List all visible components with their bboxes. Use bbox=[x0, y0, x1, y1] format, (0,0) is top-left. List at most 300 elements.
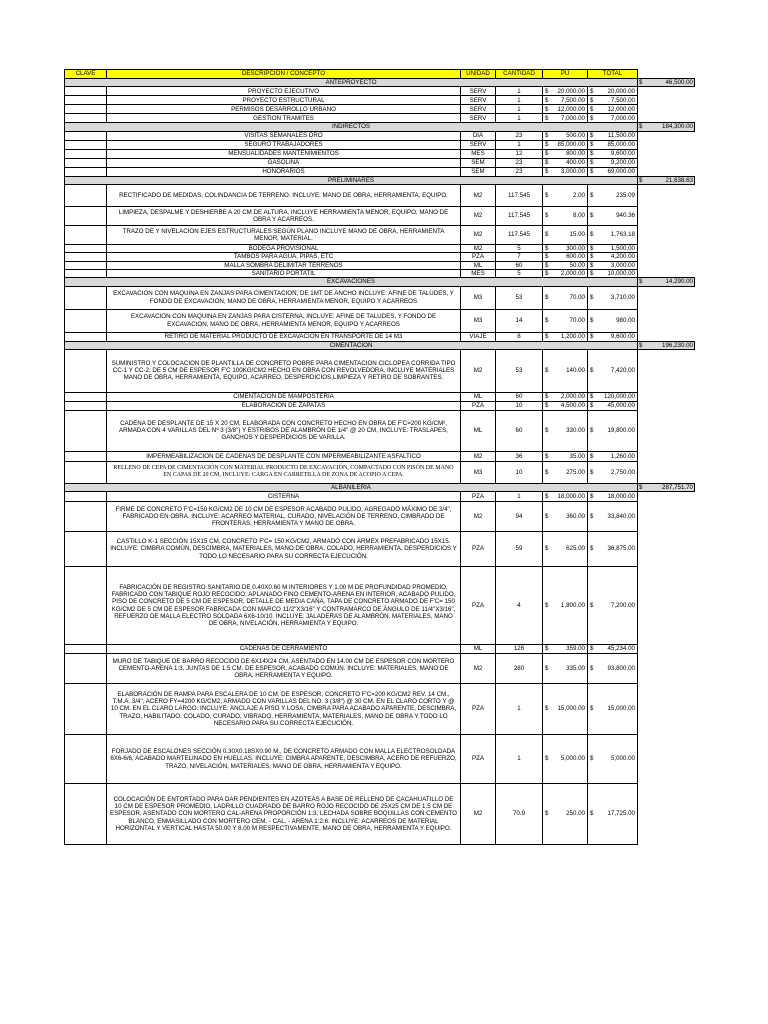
cell-unidad[interactable]: MES bbox=[461, 149, 496, 158]
cell-cantidad[interactable]: 94 bbox=[496, 502, 543, 532]
cell-cantidad[interactable]: 1 bbox=[496, 87, 543, 96]
cell-spacer bbox=[638, 645, 695, 654]
cell-cantidad[interactable]: 10 bbox=[496, 401, 543, 410]
cell-clave[interactable] bbox=[65, 96, 107, 105]
cell-cantidad[interactable]: 117.545 bbox=[496, 225, 543, 244]
cell-total[interactable] bbox=[588, 286, 638, 309]
cell-unidad[interactable]: M2 bbox=[461, 784, 496, 845]
cell-descripcion[interactable]: CASTILLO K-1 SECCIÓN 15X15 CM, CONCRETO F'C= 150 KG/CM2, ARMADO CON ARMEX PREFABRICADO 15X15. INCLUYE: CIMBRA COMÚN, DESCIMBRA, MATERIALES, MANO DE OBRA, COLADO, HERRAMIENTA, DESPERDICIOS Y TODO LO NECESARIO PARA SU CORRECTA EJECUCIÓN. bbox=[107, 532, 461, 567]
cell-clave[interactable] bbox=[65, 461, 107, 483]
cell-pu[interactable] bbox=[543, 735, 588, 784]
section-total[interactable] bbox=[638, 176, 695, 184]
cell-total[interactable] bbox=[588, 149, 638, 158]
cell-spacer bbox=[638, 784, 695, 845]
cell-pu[interactable] bbox=[543, 451, 588, 461]
cell-pu-value: 15,000.00 bbox=[557, 705, 585, 713]
cell-total[interactable] bbox=[588, 167, 638, 176]
budget-sheet bbox=[64, 69, 694, 845]
currency-sign: $ bbox=[590, 191, 594, 199]
cell-unidad[interactable]: M2 bbox=[461, 654, 496, 684]
cell-unidad[interactable]: M3 bbox=[461, 286, 496, 309]
cell-unidad[interactable]: PZA bbox=[461, 567, 496, 645]
cell-total[interactable] bbox=[588, 206, 638, 225]
cell-total[interactable] bbox=[588, 492, 638, 502]
cell-cantidad[interactable]: 1 bbox=[496, 105, 543, 114]
currency-sign: $ bbox=[545, 645, 549, 653]
currency-sign: $ bbox=[545, 131, 549, 139]
cell-pu[interactable] bbox=[543, 140, 588, 149]
cell-clave[interactable] bbox=[65, 149, 107, 158]
cell-pu[interactable] bbox=[543, 149, 588, 158]
cell-cantidad[interactable]: 60 bbox=[496, 410, 543, 451]
cell-descripcion[interactable]: HONORARIOS bbox=[107, 167, 461, 176]
currency-sign: $ bbox=[590, 645, 594, 653]
cell-pu-value-wrap bbox=[545, 88, 585, 95]
cell-descripcion[interactable]: CADENAS DE CERRAMIENTO bbox=[107, 645, 461, 654]
cell-pu-value-wrap bbox=[545, 469, 585, 476]
cell-unidad[interactable]: ML bbox=[461, 410, 496, 451]
cell-total-value-wrap bbox=[590, 262, 635, 269]
cell-clave[interactable] bbox=[65, 502, 107, 532]
cell-pu[interactable] bbox=[543, 158, 588, 167]
cell-total[interactable] bbox=[588, 410, 638, 451]
table-row bbox=[65, 184, 695, 206]
section-total[interactable] bbox=[638, 79, 695, 87]
cell-cantidad[interactable]: 117.545 bbox=[496, 206, 543, 225]
cell-descripcion[interactable]: PROYECTO ESTRUCTURAL bbox=[107, 96, 461, 105]
cell-pu[interactable] bbox=[543, 269, 588, 277]
cell-unidad[interactable]: SEM bbox=[461, 167, 496, 176]
cell-pu-value: 3,000.00 bbox=[560, 167, 585, 175]
section-title: PRELIMINARES bbox=[65, 176, 638, 184]
cell-clave[interactable] bbox=[65, 269, 107, 277]
cell-total-value: 7,420.00 bbox=[610, 367, 635, 375]
currency-sign: $ bbox=[639, 123, 643, 131]
cell-total-value-wrap bbox=[590, 513, 635, 520]
cell-descripcion[interactable]: LIMPIEZA, DESPALME Y DESHIERBE A 20 CM DE ALTURA. INCLUYE HERRAMIENTA MENOR, EQUIPO, MANO DE OBRA Y ACARREOS. bbox=[107, 206, 461, 225]
cell-pu[interactable] bbox=[543, 206, 588, 225]
cell-pu[interactable] bbox=[543, 225, 588, 244]
cell-cantidad[interactable]: 14 bbox=[496, 309, 543, 332]
cell-total[interactable] bbox=[588, 269, 638, 277]
cell-cantidad[interactable]: 23 bbox=[496, 131, 543, 140]
cell-total[interactable] bbox=[588, 735, 638, 784]
cell-unidad[interactable]: ML bbox=[461, 261, 496, 269]
table-row bbox=[65, 114, 695, 123]
cell-spacer bbox=[638, 244, 695, 252]
cell-spacer bbox=[638, 286, 695, 309]
cell-cantidad[interactable]: 36 bbox=[496, 451, 543, 461]
cell-pu[interactable] bbox=[543, 654, 588, 684]
cell-descripcion[interactable]: CISTERNA bbox=[107, 492, 461, 502]
cell-descripcion[interactable]: IMPERMEABILIZACION DE CADENAS DE DESPLANTE CON IMPERMEABILIZANTE ASFALTICO bbox=[107, 451, 461, 461]
cell-pu-value-wrap bbox=[545, 755, 585, 762]
cell-total-value: 20,000.00 bbox=[607, 87, 635, 95]
cell-unidad[interactable]: M3 bbox=[461, 461, 496, 483]
cell-descripcion[interactable]: MALLA SOMBRA DELIMITAR TERRENOS bbox=[107, 261, 461, 269]
cell-clave[interactable] bbox=[65, 532, 107, 567]
cell-pu[interactable] bbox=[543, 131, 588, 140]
table-row bbox=[65, 684, 695, 735]
currency-sign: $ bbox=[639, 176, 643, 184]
cell-cantidad[interactable]: 1 bbox=[496, 735, 543, 784]
cell-total[interactable] bbox=[588, 253, 638, 261]
cell-cantidad[interactable]: 23 bbox=[496, 167, 543, 176]
cell-descripcion[interactable]: TRAZO DE Y NIVELACION EJES ESTRUCTURALES SEGÚN PLANO INCLUYE MANO DE OBRA, HERRAMIENTA MENOR, MATERIAL. bbox=[107, 225, 461, 244]
cell-clave[interactable] bbox=[65, 401, 107, 410]
cell-total[interactable] bbox=[588, 261, 638, 269]
cell-pu-value: 800.00 bbox=[566, 149, 585, 157]
cell-total-value-wrap bbox=[590, 97, 635, 104]
cell-cantidad[interactable]: 280 bbox=[496, 654, 543, 684]
cell-pu[interactable] bbox=[543, 167, 588, 176]
cell-pu[interactable] bbox=[543, 96, 588, 105]
currency-sign: $ bbox=[545, 140, 549, 148]
cell-clave[interactable] bbox=[65, 167, 107, 176]
cell-clave[interactable] bbox=[65, 332, 107, 341]
cell-total[interactable] bbox=[588, 401, 638, 410]
cell-clave[interactable] bbox=[65, 451, 107, 461]
cell-pu[interactable] bbox=[543, 261, 588, 269]
cell-pu-value-wrap bbox=[545, 231, 585, 238]
cell-clave[interactable] bbox=[65, 184, 107, 206]
cell-pu[interactable] bbox=[543, 492, 588, 502]
table-row bbox=[65, 532, 695, 567]
currency-sign: $ bbox=[545, 293, 549, 301]
cell-total[interactable] bbox=[588, 349, 638, 392]
cell-pu[interactable] bbox=[543, 392, 588, 401]
currency-sign: $ bbox=[639, 278, 643, 286]
cell-pu[interactable] bbox=[543, 784, 588, 845]
cell-cantidad[interactable]: 23 bbox=[496, 158, 543, 167]
cell-cantidad[interactable]: 126 bbox=[496, 645, 543, 654]
cell-clave[interactable] bbox=[65, 567, 107, 645]
cell-cantidad[interactable]: 5 bbox=[496, 269, 543, 277]
cell-total[interactable] bbox=[588, 532, 638, 567]
table-row bbox=[65, 492, 695, 502]
cell-descripcion[interactable]: CADENA DE DESPLANTE DE 15 X 20 CM, ELABORADA CON CONCRETO HECHO EN OBRA DE F'C=200 KG/CM², ARMADA CON 4 VARILLAS DEL Nº 3 (3/8") Y ESTRIBOS DE ALAMBRÓN DE 1/4" @ 20 CM, INCLUYE: TRASLAPES, GANCHOS Y DESPERDICIOS DE VARILLA. bbox=[107, 410, 461, 451]
header-spacer bbox=[638, 70, 695, 79]
cell-total[interactable] bbox=[588, 645, 638, 654]
cell-cantidad[interactable]: 4 bbox=[496, 567, 543, 645]
header-unidad[interactable]: UNIDAD bbox=[461, 70, 496, 79]
cell-total[interactable] bbox=[588, 502, 638, 532]
cell-total[interactable] bbox=[588, 654, 638, 684]
cell-unidad[interactable]: SERV bbox=[461, 96, 496, 105]
cell-unidad[interactable]: M2 bbox=[461, 244, 496, 252]
cell-unidad[interactable]: SERV bbox=[461, 140, 496, 149]
currency-sign: $ bbox=[590, 705, 594, 713]
cell-cantidad[interactable]: 10 bbox=[496, 461, 543, 483]
cell-clave[interactable] bbox=[65, 684, 107, 735]
cell-pu[interactable] bbox=[543, 244, 588, 252]
table-row bbox=[65, 244, 695, 252]
cell-total[interactable] bbox=[588, 332, 638, 341]
section-total[interactable] bbox=[638, 341, 695, 349]
section-total-value: 196,230.00 bbox=[662, 341, 693, 349]
cell-clave[interactable] bbox=[65, 206, 107, 225]
currency-sign: $ bbox=[590, 261, 594, 269]
cell-pu-value-wrap bbox=[545, 367, 585, 374]
cell-descripcion[interactable]: PROYECTO EJECUTIVO bbox=[107, 87, 461, 96]
cell-descripcion[interactable]: ELABORACIÓN DE RAMPA PARA ESCALERA DE 10 CM. DE ESPESOR, CONCRETO F'C=200 KG/CM2 REV. 14 CM., T.M.A. 3/4", ACERO FY=4200 KG/CM2, ARMADO CON VARILLAS DEL NO. 3 (3/8") @ 30 CM. EN EL CLARO CORTO Y @ 10 CM. EN EL CLARO LARGO. INCLUYE: ANCLAJE A PISO Y LOSA, CIMBRA PARA ACABADO APARENTE, DESCIMBRA, TRAZO, HABILITADO, COLADO, CURADO, VIBRADO, HERRAMIENTA, MATERIALES, MANO DE OBRA Y TODO LO NECESARIO PARA SU CORRECTA EJECUCIÓN. bbox=[107, 684, 461, 735]
cell-cantidad[interactable]: 7 bbox=[496, 253, 543, 261]
cell-unidad[interactable]: M2 bbox=[461, 206, 496, 225]
cell-cantidad[interactable]: 53 bbox=[496, 349, 543, 392]
cell-clave[interactable] bbox=[65, 392, 107, 401]
cell-unidad[interactable]: SEM bbox=[461, 158, 496, 167]
cell-total-value-wrap bbox=[590, 469, 635, 476]
cell-clave[interactable] bbox=[65, 645, 107, 654]
cell-pu-value: 7,500.00 bbox=[560, 96, 585, 104]
cell-descripcion[interactable]: GASOLINA bbox=[107, 158, 461, 167]
cell-unidad[interactable]: M2 bbox=[461, 184, 496, 206]
cell-spacer bbox=[638, 332, 695, 341]
currency-sign: $ bbox=[545, 664, 549, 672]
cell-cantidad[interactable]: 60 bbox=[496, 261, 543, 269]
cell-pu-value: 359.00 bbox=[566, 645, 585, 653]
cell-descripcion[interactable]: MURO DE TABIQUE DE BARRO RECOCIDO DE 6X14X24 CM, ASENTADO EN 14.00 CM DE ESPESOR CON MORTERO CEMENTO-ARENA 1:3, JUNTAS DE 1.5 CM. DE ESPESOR, ACABADO COMÚN. INCLUYE: MATERIALES, MANO DE OBRA, HERRAMIENTA Y EQUIPO. bbox=[107, 654, 461, 684]
cell-descripcion[interactable]: FIRME DE CONCRETO F'C=150 KG/CM2 DE 10 CM DE ESPESOR ACABADO PULIDO, AGREGADO MÁXIMO DE 3/4", FABRICADO EN OBRA. INCLUYE: ACARREO MATERIAL, CURADO, NIVELACIÓN DE TERRENO, CIMBRADO DE FRONTERAS, HERRAMIENTA Y MANO DE OBRA. bbox=[107, 502, 461, 532]
cell-pu[interactable] bbox=[543, 114, 588, 123]
cell-total[interactable] bbox=[588, 131, 638, 140]
cell-spacer bbox=[638, 140, 695, 149]
cell-unidad[interactable]: DIA bbox=[461, 131, 496, 140]
cell-total-value: 45,000.00 bbox=[607, 402, 635, 410]
header-clave[interactable]: CLAVE bbox=[65, 70, 107, 79]
cell-descripcion[interactable]: EXCAVACION CON MAQUINA EN ZANJAS PARA CIMENTACION, DE 1MT DE ANCHO INCLUYE: AFINE DE TALUDES, Y FONDO DE EXCAVACION, MANO DE OBRA, HERRAMIENTA MENOR, EQUIPO Y ACARREOS bbox=[107, 286, 461, 309]
cell-total[interactable] bbox=[588, 309, 638, 332]
cell-pu-value: 4,500.00 bbox=[560, 402, 585, 410]
cell-cantidad[interactable]: 1 bbox=[496, 492, 543, 502]
cell-total[interactable] bbox=[588, 461, 638, 483]
cell-total-value: 2,750.00 bbox=[610, 468, 635, 476]
cell-unidad[interactable]: PZA bbox=[461, 735, 496, 784]
cell-pu[interactable] bbox=[543, 645, 588, 654]
cell-unidad[interactable]: SERV bbox=[461, 105, 496, 114]
cell-unidad[interactable]: M2 bbox=[461, 225, 496, 244]
cell-cantidad[interactable]: 53 bbox=[496, 286, 543, 309]
cell-clave[interactable] bbox=[65, 349, 107, 392]
currency-sign: $ bbox=[545, 191, 549, 199]
cell-total[interactable] bbox=[588, 392, 638, 401]
cell-cantidad[interactable]: 1 bbox=[496, 96, 543, 105]
cell-unidad[interactable]: ML bbox=[461, 392, 496, 401]
cell-descripcion[interactable]: FABRICACIÓN DE REGISTRO SANITARIO DE 0.40X0.60 M INTERIORES Y 1.00 M DE PROFUNDIDAD PROMEDIO, FABRICADO CON TABIQUE ROJO RECOCIDO, APLANADO FINO CEMENTO-ARENA EN INTERIOR, ACABADO PULIDO, PISO DE CONCRETO DE 5 CM DE ESPESOR, DETALLE DE MEDIA CAÑA, TAPA DE CONCRETO ARMADO DE F'C= 150 KG/CM2 DE 5 CM DE ESPESOR FABRICADA CON MARCO 11/2"X3/16" Y CONTRAMARCO DE ÁNGULO DE 11/4"X3/16", REFUERZO DE MALLA ELECTRO SOLDADA 6X6-10/10. INCLUYE: JALADERAS DE ALAMBRÓN, MATERIALES, MANO DE OBRA, NIVELACIÓN, HERRAMIENTA Y EQUIPO. bbox=[107, 567, 461, 645]
cell-clave[interactable] bbox=[65, 784, 107, 845]
cell-unidad[interactable]: PZA bbox=[461, 401, 496, 410]
cell-clave[interactable] bbox=[65, 87, 107, 96]
table-row bbox=[65, 269, 695, 277]
currency-sign: $ bbox=[590, 253, 594, 261]
cell-cantidad[interactable]: 1 bbox=[496, 684, 543, 735]
cell-total[interactable] bbox=[588, 184, 638, 206]
cell-clave[interactable] bbox=[65, 286, 107, 309]
budget-table bbox=[64, 69, 695, 845]
cell-pu[interactable] bbox=[543, 184, 588, 206]
cell-pu[interactable] bbox=[543, 332, 588, 341]
cell-pu[interactable] bbox=[543, 286, 588, 309]
cell-unidad[interactable]: SERV bbox=[461, 87, 496, 96]
cell-pu[interactable] bbox=[543, 532, 588, 567]
cell-unidad[interactable]: VIAJE bbox=[461, 332, 496, 341]
cell-spacer bbox=[638, 131, 695, 140]
section-total[interactable] bbox=[638, 123, 695, 131]
cell-total[interactable] bbox=[588, 567, 638, 645]
cell-clave[interactable] bbox=[65, 244, 107, 252]
cell-clave[interactable] bbox=[65, 114, 107, 123]
cell-descripcion[interactable]: CIMENTACION DE MAMPOSTERIA bbox=[107, 392, 461, 401]
cell-cantidad[interactable]: 117.545 bbox=[496, 184, 543, 206]
cell-pu[interactable] bbox=[543, 349, 588, 392]
cell-total[interactable] bbox=[588, 114, 638, 123]
cell-unidad[interactable]: M2 bbox=[461, 349, 496, 392]
cell-unidad[interactable]: MES bbox=[461, 269, 496, 277]
cell-descripcion[interactable]: TAMBOS PARA AGUA, PIPAS, ETC bbox=[107, 253, 461, 261]
cell-total[interactable] bbox=[588, 451, 638, 461]
cell-pu-value-wrap bbox=[545, 212, 585, 219]
cell-pu-value-wrap bbox=[545, 665, 585, 672]
cell-clave[interactable] bbox=[65, 131, 107, 140]
cell-clave[interactable] bbox=[65, 225, 107, 244]
cell-total-value-wrap bbox=[590, 427, 635, 434]
cell-pu-value: 20,000.00 bbox=[557, 87, 585, 95]
cell-pu[interactable] bbox=[543, 461, 588, 483]
cell-clave[interactable] bbox=[65, 735, 107, 784]
cell-clave[interactable] bbox=[65, 492, 107, 502]
section-total[interactable] bbox=[638, 278, 695, 286]
cell-clave[interactable] bbox=[65, 253, 107, 261]
cell-total-value: 3,000.00 bbox=[610, 261, 635, 269]
cell-descripcion[interactable]: SANITARIO PORTATIL bbox=[107, 269, 461, 277]
cell-pu[interactable] bbox=[543, 684, 588, 735]
cell-spacer bbox=[638, 410, 695, 451]
currency-sign: $ bbox=[545, 393, 549, 401]
cell-pu-value-wrap bbox=[545, 262, 585, 269]
cell-pu-value: 50.00 bbox=[569, 261, 585, 269]
cell-pu[interactable] bbox=[543, 410, 588, 451]
cell-descripcion[interactable]: COLOCACIÓN DE ENTORTADO PARA DAR PENDIENTES EN AZOTEAS A BASE DE RELLENO DE CACAHUATILLO DE 10 CM DE ESPESOR PROMEDIO, LADRILLO CUADRADO DE BARRO ROJO RECOCIDO DE 25X25 CM DE 1.5 CM DE ESPESOR, ASENTADO CON MORTERO CAL-ARENA PROPORCIÓN 1:3, LECHADA SOBRE BOQUILLAS CON CEMENTO BLANCO, ENMASILLADO CON MORTERO CEM. - CAL. - ARENA 1:2:6. INCLUYE: ACARREOS DE MATERIAL HORIZONTAL Y VERTICAL HASTA 50.00 Y 8.00 M RESPECTIVAMENTE, MANO DE OBRA, HERRAMIENTA Y EQUIPO. bbox=[107, 784, 461, 845]
header-descripcion[interactable]: DESCRIPCION / CONCEPTO bbox=[107, 70, 461, 79]
cell-unidad[interactable]: PZA bbox=[461, 253, 496, 261]
cell-unidad[interactable]: PZA bbox=[461, 532, 496, 567]
cell-clave[interactable] bbox=[65, 105, 107, 114]
cell-total-value: 3,710.00 bbox=[610, 293, 635, 301]
header-row bbox=[65, 70, 695, 79]
cell-descripcion[interactable]: RECTIFICADO DE MEDIDAS, COLINDANCIA DE TERRENO. INCLUYE: MANO DE OBRA, HERRAMIENTA, EQUIPO. bbox=[107, 184, 461, 206]
cell-descripcion[interactable]: VISITAS SEMANALES DRO bbox=[107, 131, 461, 140]
cell-pu[interactable] bbox=[543, 401, 588, 410]
section-total-value: 184,300.00 bbox=[662, 123, 693, 131]
cell-descripcion[interactable]: SUMINISTRO Y COLOCACION DE PLANTILLA DE CONCRETO POBRE PARA CIMENTACION CICLOPEA CORRIDA TIPO CC-1 Y CC-2, DE 5 CM DE ESPESOR F'C 100KG/CM2 HECHO EN OBRA CON REVOLVEDORA. INCLUYE MATERIALES MANO DE OBRA, HERRAMIENTA, EQUIPO, ACARREO, DESPERDICIOS,LIMPIEZA Y RETIRO DE SOBRANTES. bbox=[107, 349, 461, 392]
cell-pu[interactable] bbox=[543, 502, 588, 532]
table-row bbox=[65, 654, 695, 684]
cell-descripcion[interactable]: RETIRO DE MATERIAL PRODUCTO DE EXCAVACION EN TRANSPORTE DE 14 M3 bbox=[107, 332, 461, 341]
cell-unidad[interactable]: ML bbox=[461, 645, 496, 654]
cell-total[interactable] bbox=[588, 225, 638, 244]
cell-spacer bbox=[638, 87, 695, 96]
cell-pu-value: 625.00 bbox=[566, 545, 585, 553]
cell-clave[interactable] bbox=[65, 309, 107, 332]
section-total[interactable] bbox=[638, 483, 695, 491]
header-pu[interactable]: PU bbox=[543, 70, 588, 79]
cell-clave[interactable] bbox=[65, 261, 107, 269]
section-header-row bbox=[65, 176, 695, 184]
cell-total[interactable] bbox=[588, 96, 638, 105]
cell-total[interactable] bbox=[588, 158, 638, 167]
cell-pu[interactable] bbox=[543, 567, 588, 645]
cell-pu[interactable] bbox=[543, 253, 588, 261]
cell-clave[interactable] bbox=[65, 654, 107, 684]
cell-pu-value-wrap bbox=[545, 333, 585, 340]
currency-sign: $ bbox=[545, 468, 549, 476]
cell-unidad[interactable]: M2 bbox=[461, 451, 496, 461]
cell-unidad[interactable]: M3 bbox=[461, 309, 496, 332]
cell-unidad[interactable]: PZA bbox=[461, 492, 496, 502]
cell-total[interactable] bbox=[588, 784, 638, 845]
cell-total[interactable] bbox=[588, 87, 638, 96]
cell-descripcion[interactable]: RELLENO DE CEPA DE CIMENTACIÓN CON MATERIAL PRODUCTO DE EXCAVACIÓN, COMPACTADO CON PISÓN DE MANO EN CAPAS DE 20 CM, INCLUYE: CARGA EN CARRETILLA DE ZONA DE ACOPIO A CEPA. bbox=[107, 461, 461, 483]
currency-sign: $ bbox=[545, 269, 549, 277]
cell-pu-value-wrap bbox=[545, 115, 585, 122]
cell-unidad[interactable]: SERV bbox=[461, 114, 496, 123]
cell-descripcion[interactable]: EXCAVACION CON MAQUINA EN ZANJAS PARA CISTERNA, INCLUYE: AFINE DE TALUDES, Y FONDO DE EXCAVACION, MANO DE OBRA, HERRAMIENTA MENOR, EQUIPO Y ACARREOS bbox=[107, 309, 461, 332]
cell-cantidad[interactable]: 70.9 bbox=[496, 784, 543, 845]
cell-unidad[interactable]: M2 bbox=[461, 502, 496, 532]
header-total[interactable]: TOTAL bbox=[588, 70, 638, 79]
cell-total[interactable] bbox=[588, 105, 638, 114]
cell-unidad[interactable]: PZA bbox=[461, 684, 496, 735]
cell-pu[interactable] bbox=[543, 309, 588, 332]
cell-descripcion[interactable]: MENSUALIDADES MANTENIMIENTOS bbox=[107, 149, 461, 158]
cell-descripcion[interactable]: PERMISOS DESARROLLO URBANO bbox=[107, 105, 461, 114]
currency-sign: $ bbox=[545, 87, 549, 95]
cell-clave[interactable] bbox=[65, 158, 107, 167]
cell-pu[interactable] bbox=[543, 105, 588, 114]
cell-spacer bbox=[638, 96, 695, 105]
cell-descripcion[interactable]: GESTION TRAMITES bbox=[107, 114, 461, 123]
table-row bbox=[65, 645, 695, 654]
cell-spacer bbox=[638, 167, 695, 176]
cell-descripcion[interactable]: FORJADO DE ESCALONES SECCIÓN 0.30X0.18SX0.90 M., DE CONCRETO ARMADO CON MALLA ELECTROSOLDADA 6X6-6/6, ACABADO MARTELINADO EN HUELLAS. INCLUYE: CIMBRA APARENTE, DESCIMBRA, ACERO DE REFUERZO, TRAZO, NIVELACIÓN, MATERIALES, MANO DE OBRA, HERRAMIENTA Y EQUIPO. bbox=[107, 735, 461, 784]
cell-clave[interactable] bbox=[65, 410, 107, 451]
cell-cantidad[interactable]: 60 bbox=[496, 392, 543, 401]
cell-descripcion[interactable]: ELABORACION DE ZAPATAS bbox=[107, 401, 461, 410]
cell-cantidad[interactable]: 12 bbox=[496, 149, 543, 158]
currency-sign: $ bbox=[545, 545, 549, 553]
cell-total[interactable] bbox=[588, 140, 638, 149]
cell-total[interactable] bbox=[588, 244, 638, 252]
cell-cantidad[interactable]: 59 bbox=[496, 532, 543, 567]
cell-total[interactable] bbox=[588, 684, 638, 735]
cell-pu[interactable] bbox=[543, 87, 588, 96]
cell-cantidad[interactable]: 1 bbox=[496, 114, 543, 123]
table-row bbox=[65, 140, 695, 149]
currency-sign: $ bbox=[545, 253, 549, 261]
header-cantidad[interactable]: CANTIDAD bbox=[496, 70, 543, 79]
cell-cantidad[interactable]: 8 bbox=[496, 332, 543, 341]
cell-descripcion[interactable]: SEGURO TRABAJADORES bbox=[107, 140, 461, 149]
cell-pu-value-wrap bbox=[545, 705, 585, 712]
cell-clave[interactable] bbox=[65, 140, 107, 149]
cell-descripcion[interactable]: BODEGA PROVISIONAL bbox=[107, 244, 461, 252]
cell-cantidad[interactable]: 1 bbox=[496, 140, 543, 149]
cell-pu-value-wrap bbox=[545, 602, 585, 609]
currency-sign: $ bbox=[590, 167, 594, 175]
table-row bbox=[65, 253, 695, 261]
currency-sign: $ bbox=[590, 545, 594, 553]
cell-cantidad[interactable]: 5 bbox=[496, 244, 543, 252]
